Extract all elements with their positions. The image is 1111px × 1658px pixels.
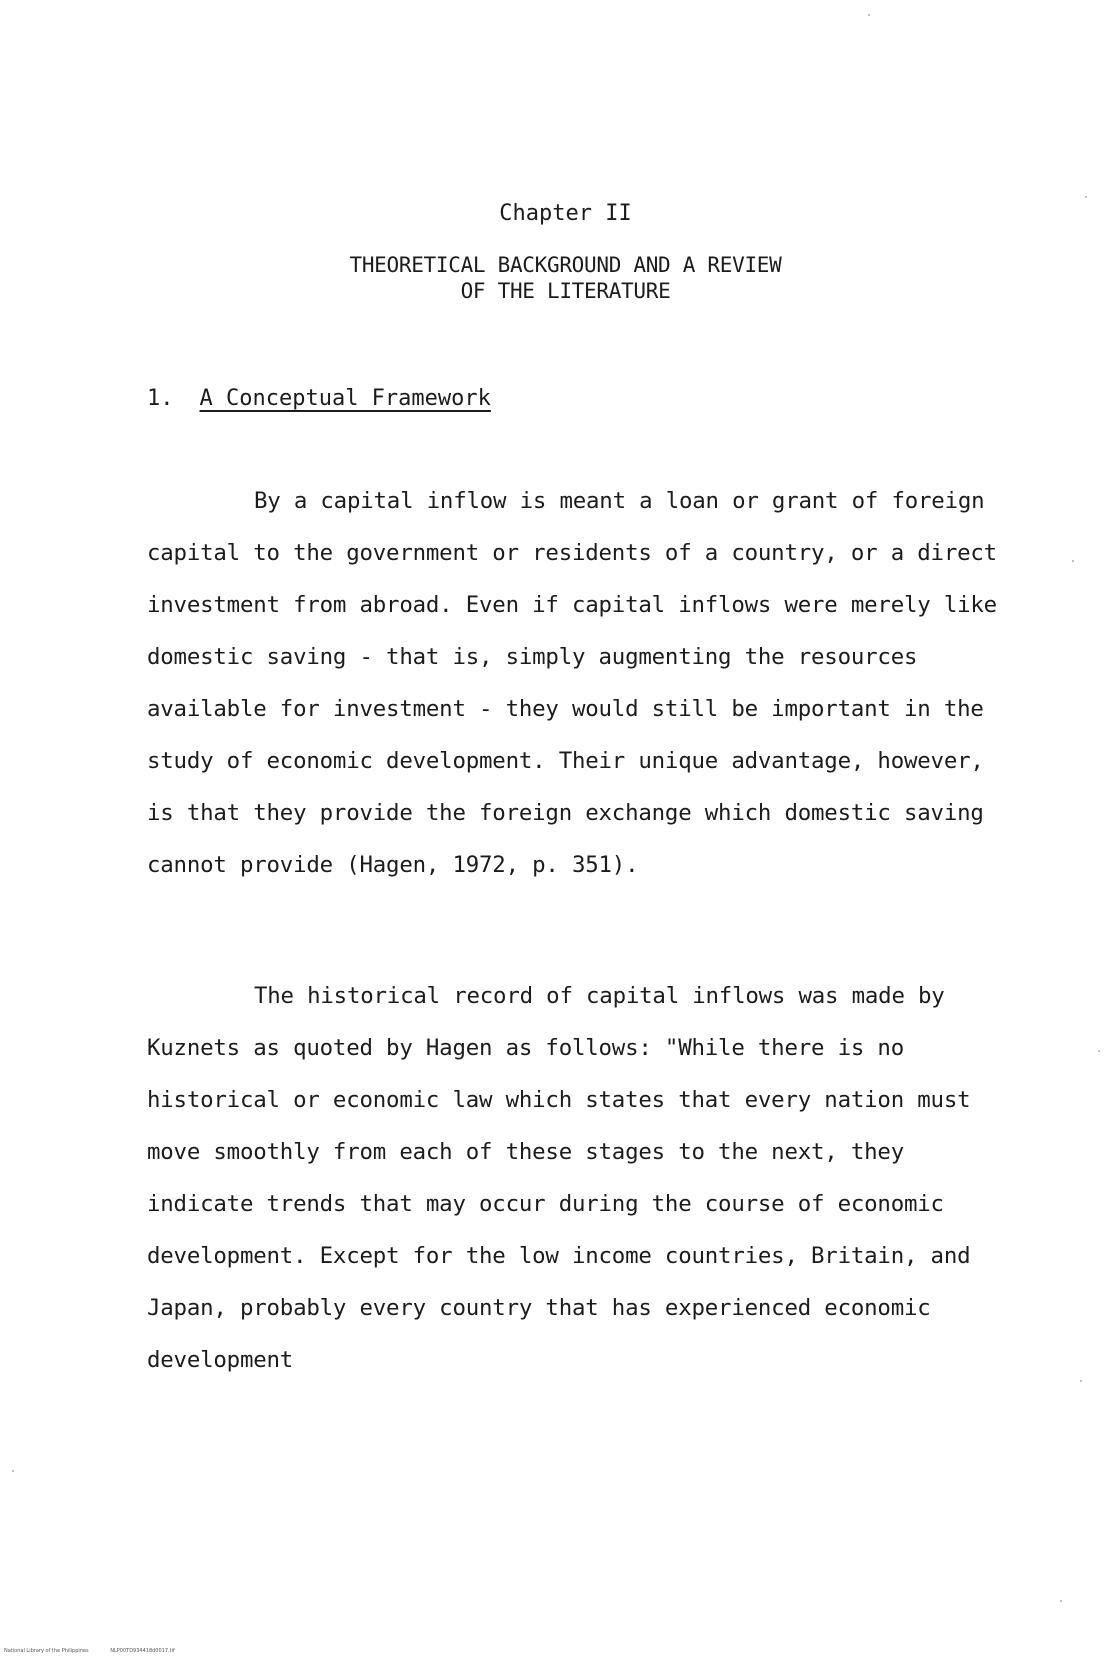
chapter-heading: Chapter II: [499, 201, 632, 226]
scan-speck: [1098, 1050, 1100, 1052]
chapter-title-line-1: THEORETICAL BACKGROUND AND A REVIEW: [349, 253, 782, 277]
chapter-title-line-2: OF THE LITERATURE: [460, 279, 671, 303]
section-number: 1.: [147, 386, 174, 411]
scan-speck: [1085, 196, 1087, 198]
scan-footer: [4, 1648, 175, 1654]
scan-speck: [868, 14, 870, 16]
paragraph-1: By a capital inflow is meant a loan or grant of foreign capital to the government or residents of a country, or a direct investment from abroad. Even if capital inflows were merely like domestic saving - that is, simply augmenting the resources available for investment - they would still be important in the study of economic development. Their unique advantage, however, is that they provide the foreign exchange which domestic saving cannot provide (Hagen, 1972, p. 351).: [147, 488, 997, 878]
scan-speck: [12, 1470, 14, 1472]
footer-source: National Library of the Philippines: [4, 1648, 89, 1654]
footer-file: NLP00TD934418d0017.tif: [110, 1648, 175, 1654]
paragraph-2: The historical record of capital inflows was made by Kuznets as quoted by Hagen as follows: "While there is no historical or economic law which states that every nation must move smoothly from each of these stages to the next, they indicate trends that may occur during the course of economic development. Except for the low income countries, Britain, and Japan, probably every country that has experienced economic development: [147, 983, 971, 1373]
section-title: A Conceptual Framework: [199, 386, 491, 411]
scan-speck: [1060, 1600, 1062, 1602]
scan-speck: [1080, 1380, 1082, 1382]
chapter-title: [0, 252, 1111, 304]
section-heading: [147, 385, 491, 413]
scan-speck: [1072, 560, 1074, 562]
